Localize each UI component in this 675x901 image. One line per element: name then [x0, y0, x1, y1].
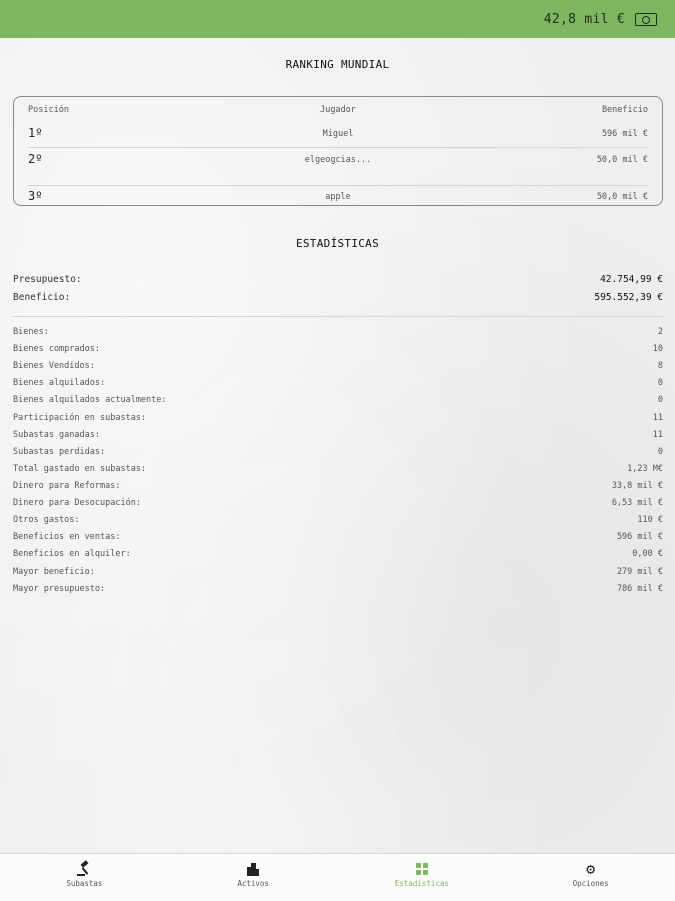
- nav-label: Opciones: [572, 879, 609, 888]
- gavel-icon: [77, 862, 91, 876]
- stat-row: [13, 344, 663, 358]
- stat-label: Participación en subastas:: [13, 413, 147, 423]
- stat-row: [13, 413, 663, 427]
- ranking-position: 1º: [28, 126, 43, 140]
- row-divider: [28, 185, 648, 186]
- stat-value: 595.552,39 €: [594, 292, 663, 303]
- stat-row: [13, 584, 663, 598]
- grid-icon: [415, 862, 429, 876]
- stat-row: [13, 549, 663, 563]
- ranking-position: 2º: [28, 152, 43, 166]
- stat-label: Mayor beneficio:: [13, 567, 95, 577]
- stat-value: 596 mil €: [616, 532, 663, 542]
- stat-value: 110 €: [637, 515, 663, 525]
- ranking-row[interactable]: [14, 126, 662, 145]
- stat-budget: [13, 274, 663, 288]
- ranking-position: 3º: [28, 189, 43, 203]
- ranking-profit: 50,0 mil €: [596, 192, 648, 202]
- stat-label: Dinero para Reformas:: [13, 481, 121, 491]
- stat-value: 0: [657, 447, 663, 457]
- stat-row: [13, 532, 663, 546]
- stat-row: [13, 567, 663, 581]
- stat-value: 0,00 €: [632, 549, 663, 559]
- stat-value: 33,8 mil €: [611, 481, 663, 491]
- ranking-player: elgeogcias...: [304, 155, 372, 165]
- stat-label: Total gastado en subastas:: [13, 464, 147, 474]
- column-header-position: Posición: [28, 105, 69, 115]
- stat-row: [13, 464, 663, 478]
- nav-opciones[interactable]: [506, 854, 675, 901]
- stat-label: Beneficios en ventas:: [13, 532, 121, 542]
- stat-row: [13, 498, 663, 512]
- top-bar: [0, 0, 675, 38]
- stat-label: Beneficios en alquiler:: [13, 549, 131, 559]
- ranking-title: RANKING MUNDIAL: [285, 58, 390, 71]
- stat-value: 42.754,99 €: [600, 274, 663, 285]
- stats-divider: [13, 316, 663, 317]
- stat-row: [13, 481, 663, 495]
- stat-value: 0: [657, 378, 663, 388]
- money-icon: [635, 13, 657, 26]
- stat-value: 786 mil €: [616, 584, 663, 594]
- bottom-nav: [0, 853, 675, 901]
- column-header-profit: Beneficio: [601, 105, 648, 115]
- stat-row: [13, 395, 663, 409]
- stat-row: [13, 430, 663, 444]
- stat-row: [13, 447, 663, 461]
- ranking-profit: 50,0 mil €: [596, 155, 648, 165]
- nav-estadisticas[interactable]: [338, 854, 507, 901]
- stats-title: ESTADÍSTICAS: [295, 237, 380, 250]
- nav-label: Estadísticas: [394, 879, 449, 888]
- stat-row: [13, 327, 663, 341]
- stat-label: Bienes alquilados:: [13, 378, 106, 388]
- nav-activos[interactable]: [169, 854, 338, 901]
- row-divider: [28, 147, 648, 148]
- stat-value: 279 mil €: [616, 567, 663, 577]
- stat-label: Bienes Vendidos:: [13, 361, 95, 371]
- stat-row: [13, 515, 663, 529]
- stat-row: [13, 378, 663, 392]
- gear-icon: ⚙: [586, 860, 596, 878]
- stat-value: 6,53 mil €: [611, 498, 663, 508]
- balance-display: 42,8 mil €: [543, 11, 625, 27]
- stat-value: 2: [657, 327, 663, 337]
- stat-label: Bienes comprados:: [13, 344, 100, 354]
- ranking-header: [14, 105, 662, 121]
- ranking-row[interactable]: [14, 189, 662, 208]
- buildings-icon: [246, 862, 260, 876]
- stat-value: 0: [657, 395, 663, 405]
- ranking-player: apple: [325, 192, 351, 202]
- nav-subastas[interactable]: [0, 854, 169, 901]
- ranking-table: [13, 96, 663, 206]
- ranking-player: Miguel: [322, 129, 354, 139]
- stat-label: Bienes alquilados actualmente:: [13, 395, 167, 405]
- stat-row: [13, 361, 663, 375]
- nav-label: Activos: [237, 879, 269, 888]
- stat-label: Otros gastos:: [13, 515, 80, 525]
- ranking-profit: 596 mil €: [601, 129, 648, 139]
- stat-label: Dinero para Desocupación:: [13, 498, 141, 508]
- stat-value: 1,23 M€: [627, 464, 663, 474]
- stat-value: 10: [652, 344, 663, 354]
- stat-label: Bienes:: [13, 327, 49, 337]
- stat-value: 8: [657, 361, 663, 371]
- stat-label: Presupuesto:: [13, 274, 82, 285]
- nav-label: Subastas: [66, 879, 103, 888]
- stat-label: Mayor presupuesto:: [13, 584, 106, 594]
- stat-label: Beneficio:: [13, 292, 71, 303]
- stat-label: Subastas ganadas:: [13, 430, 100, 440]
- ranking-row[interactable]: [14, 152, 662, 171]
- stat-profit: [13, 292, 663, 306]
- stat-value: 11: [652, 413, 663, 423]
- stat-value: 11: [652, 430, 663, 440]
- stat-label: Subastas perdidas:: [13, 447, 106, 457]
- column-header-player: Jugador: [320, 105, 356, 115]
